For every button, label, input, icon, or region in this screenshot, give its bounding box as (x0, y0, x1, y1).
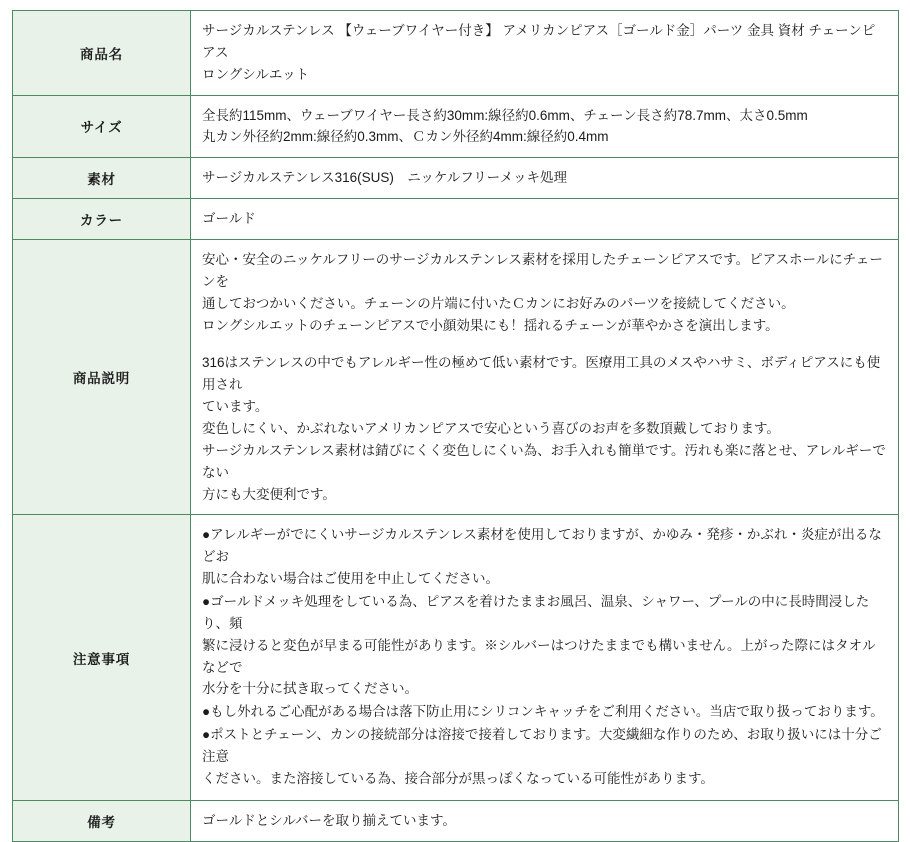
text-line: ください。また溶接している為、接合部分が黒っぽくなっている可能性があります。 (202, 770, 714, 786)
text-line: ゴールド (202, 211, 256, 227)
table-row (13, 199, 899, 240)
spec-label-4: 商品説明 (13, 240, 191, 515)
text-line: 繁に浸けると変色が早まる可能性があります。※シルバーはつけたままでも構いません。上がった際にはタオルなどで (202, 637, 876, 675)
spec-value-lines (202, 810, 886, 832)
paragraph (202, 352, 886, 505)
text-line: ています。 (202, 399, 269, 415)
spec-label-0: 商品名 (13, 11, 191, 96)
text-line: ●ポストとチェーン、カンの接続部分は溶接で接着しております。大変繊細な作りのため、お取り扱いには十分ご注意 (202, 727, 882, 765)
spec-label-6: 備考 (13, 800, 191, 841)
spec-value-2 (191, 158, 899, 199)
text-line: ロングシルエット (202, 66, 310, 82)
table-row (13, 515, 899, 800)
text-line: 丸カン外径約2mm:線径約0.3mm、Ｃカン外径約4mm:線径約0.4mm (202, 129, 609, 145)
spec-value-lines (202, 20, 886, 86)
text-line: 方にも大変便利です。 (202, 486, 336, 502)
spec-value-6 (191, 800, 899, 841)
table-row (13, 240, 899, 515)
spec-label-5: 注意事項 (13, 515, 191, 800)
text-line: サージカルステンレス 【ウェーブワイヤー付き】 アメリカンピアス［ゴールド金］パーツ 金具 資材 チェーンピアス (202, 23, 876, 60)
spec-value-5 (191, 515, 899, 800)
spec-value-0 (191, 11, 899, 96)
table-row (13, 11, 899, 96)
spec-value-3 (191, 199, 899, 240)
paragraph (202, 249, 886, 336)
text-line: ●ゴールドメッキ処理をしている為、ピアスを着けたままお風呂、温泉、シャワー、プールの中に長時間浸したり、頻 (202, 594, 870, 631)
text-line: ●アレルギーがでにくいサージカルステンレス素材を使用しておりますが、かゆみ・発疹・かぶれ・炎症が出るなどお (202, 527, 882, 565)
table-row (13, 95, 899, 158)
list-item (202, 524, 886, 590)
spec-value-lines (202, 208, 886, 230)
spec-label-2: 素材 (13, 158, 191, 199)
text-line: 水分を十分に拭き取ってください。 (202, 681, 418, 697)
text-line: ●もし外れるご心配がある場合は落下防止用にシリコンキャッチをご利用ください。当店で取り扱っております。 (202, 704, 884, 720)
paragraph-spacer (202, 336, 886, 352)
table-row (13, 158, 899, 199)
table-row (13, 800, 899, 841)
text-line: 通しておつかいください。チェーンの片端に付いたＣカンにお好みのパーツを接続してください。 (202, 295, 795, 311)
text-line: 肌に合わない場合はご使用を中止してください。 (202, 571, 499, 587)
list-item (202, 591, 886, 700)
text-line: 全長約115mm、ウェーブワイヤー長さ約30mm:線径約0.6mm、チェーン長さ約78.7mm、太さ0.5mm (202, 107, 808, 123)
list-item (202, 701, 886, 723)
spec-value-lines (202, 167, 886, 189)
list-item (202, 724, 886, 790)
text-line: 変色しにくい、かぶれないアメリカンピアスで安心という喜びのお声を多数頂戴しております。 (202, 421, 780, 437)
text-line: サージカルステンレス316(SUS) ニッケルフリーメッキ処理 (202, 170, 567, 186)
text-line: ゴールドとシルバーを取り揃えています。 (202, 812, 456, 828)
spec-value-4 (191, 240, 899, 515)
spec-table-body (13, 11, 899, 842)
text-line: サージカルステンレス素材は錆びにくく変色しにくい為、お手入れも簡単です。汚れも楽に落とせ、アレルギーでない (202, 442, 886, 480)
text-line: 316はステンレスの中でもアレルギー性の極めて低い素材です。医療用工具のメスやハサミ、ボディピアスにも使用され (202, 355, 881, 393)
spec-value-lines (202, 105, 886, 149)
text-line: ロングシルエットのチェーンピアスで小顔効果にも！揺れるチェーンが華やかさを演出します。 (202, 317, 779, 333)
spec-label-1: サイズ (13, 95, 191, 158)
bullet-list (202, 524, 886, 789)
text-line: 安心・安全のニッケルフリーのサージカルステンレス素材を採用したチェーンピアスです。ピアスホールにチェーンを (202, 252, 883, 289)
product-spec-table (12, 10, 899, 842)
spec-label-3: カラー (13, 199, 191, 240)
spec-value-1 (191, 95, 899, 158)
